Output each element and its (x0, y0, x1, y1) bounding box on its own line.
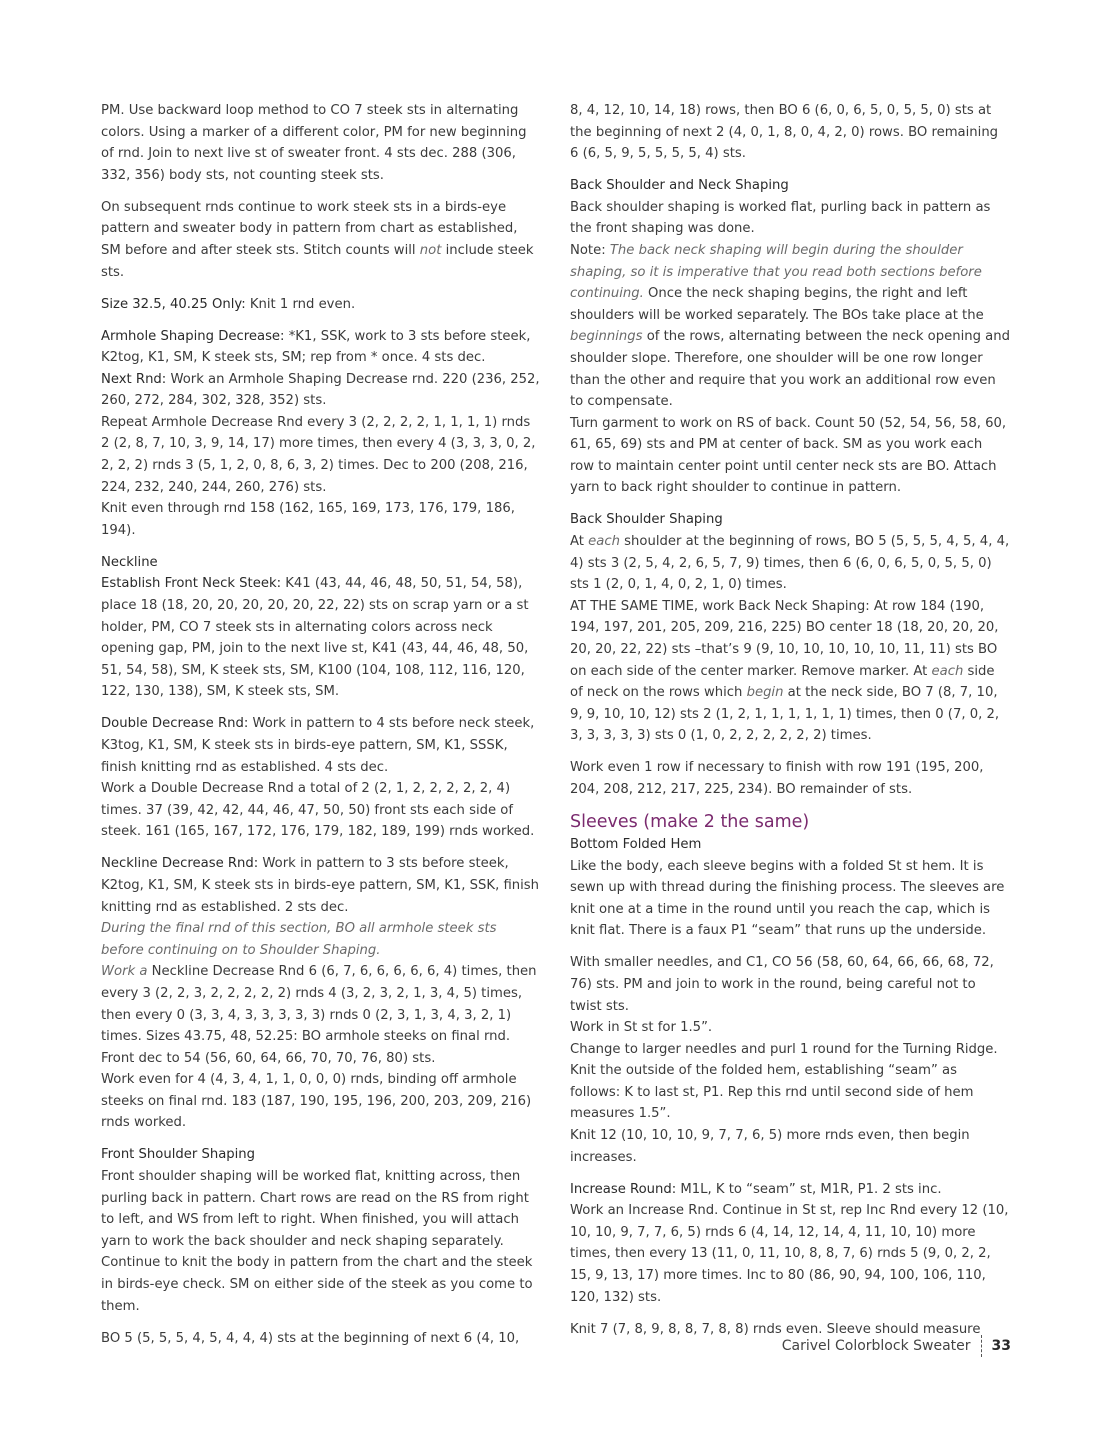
paragraph-line (570, 531, 1010, 596)
inline-label: Establish Front Neck Steek: (101, 576, 282, 592)
page-number: 33 (991, 1338, 1011, 1354)
paragraph (570, 834, 1010, 942)
body-text: At (570, 534, 589, 550)
body-text: On subsequent rnds continue to work steek sts in a birds-eye pattern and sweater body in pattern from chart as established, SM before and after steek sts. Stitch counts will (101, 199, 518, 258)
paragraph (101, 1144, 541, 1317)
paragraph-line (101, 778, 541, 843)
paragraph-line (101, 552, 541, 574)
paragraph-line (101, 294, 541, 316)
paragraph-line (101, 1166, 541, 1317)
body-text: Change to larger needles and purl 1 round for the Turning Ridge. Knit the outside of the folded hem, establishing “seam” as follows: K to last st, P1. Rep this rnd until second side of hem measures 1.5”. (570, 1041, 998, 1122)
body-text: Back shoulder shaping is worked flat, purling back in pattern as the front shaping was done. (570, 199, 991, 237)
footer-title: Carivel Colorblock Sweater (781, 1338, 971, 1354)
body-text: Front shoulder shaping will be worked flat, knitting across, then purling back in pattern. Chart rows are read on the RS from right to left, and WS from left to right. When finished, you will attach yarn to work the back shoulder and neck shaping separately. Continue to knit the body in pattern from the chart and the steek in birds-eye check. SM on either side of the steek as you come to them. (101, 1169, 533, 1314)
paragraph-line (570, 1125, 1010, 1168)
inline-label: Back Shoulder and Neck Shaping (570, 178, 789, 194)
inline-label: Double Decrease Rnd: (101, 716, 249, 732)
body-text: K41 (43, 44, 46, 48, 50, 51, 54, 58), place 18 (18, 20, 20, 20, 20, 20, 22, 22) sts on scrap yarn or a st holder, PM, CO 7 steek sts in alternating colors across neck opening gap, PM, join to the next live st, K41 (43, 44, 46, 48, 50, 51, 54, 58), SM, K steek sts, SM, K100 (104, 108, 112, 116, 120, 122, 130, 138), SM, K steek sts, SM. (101, 576, 529, 700)
left-column (101, 100, 541, 1360)
body-text: Knit 12 (10, 10, 10, 9, 7, 7, 6, 5) more rnds even, then begin increases. (570, 1128, 970, 1165)
paragraph-line (570, 100, 1010, 165)
paragraph (570, 952, 1010, 1168)
paragraph (570, 100, 1010, 165)
italic-text: each (931, 663, 964, 679)
paragraph (570, 175, 1010, 499)
paragraph-line (101, 1328, 541, 1350)
paragraph-line (570, 413, 1010, 499)
right-column (570, 100, 1010, 1351)
body-text: Work a Double Decrease Rnd a total of 2 (2, 1, 2, 2, 2, 2, 2, 4) times. 37 (39, 42, 42, 44, 46, 47, 50, 50) front sts each side of steek. 161 (165, 167, 172, 176, 179, 182, 189, 199) rnds worked. (101, 781, 535, 840)
body-text: shoulder at the beginning of rows, BO 5 (5, 5, 5, 4, 5, 4, 4, 4) sts 3 (2, 5, 4, 2, 6, 5, 7, 9) times, then 6 (6, 0, 6, 5, 0, 5, 5, 0) sts 1 (2, 0, 1, 4, 0, 2, 1, 0) times. (570, 534, 1010, 593)
inline-label: Back Shoulder Shaping (570, 512, 723, 528)
paragraph-line (570, 1017, 1010, 1039)
body-text: Like the body, each sleeve begins with a folded St st hem. It is sewn up with thread during the finishing process. The sleeves are knit one at a time in the round until you reach the cap, which is knit flat. There is a faux P1 “seam” that runs up the underside. (570, 858, 1005, 939)
body-text: Once the neck shaping begins, the right and left shoulders will be worked separately. The BOs take place at the (570, 286, 984, 323)
body-text: Neckline Decrease Rnd 6 (6, 7, 6, 6, 6, 6, 6, 4) times, then every 3 (2, 2, 3, 2, 2, 2, 2, 2) rnds 4 (3, 2, 3, 2, 1, 3, 4, 5) times, then every 0 (3, 3, 4, 3, 3, 3, 3, 3) rnds 0 (2, 3, 1, 3, 4, 3, 2, 1) times. Sizes 43.75, 48, 52.25: BO armhole steeks on final rnd. Front dec to 54 (56, 60, 64, 66, 70, 70, 76, 80) sts. (101, 964, 537, 1066)
paragraph (101, 853, 541, 1134)
paragraph-line (101, 369, 541, 412)
paragraph-line (101, 918, 541, 961)
paragraph-line (101, 412, 541, 498)
paragraph (101, 100, 541, 186)
paragraph-line (101, 197, 541, 283)
body-text: Work even 1 row if necessary to finish with row 191 (195, 200, 204, 208, 212, 217, 225, 234). BO remainder of sts. (570, 760, 984, 797)
body-text: Work in St st for 1.5”. (570, 1020, 713, 1036)
italic-text: During the final rnd of this section, BO all armhole steek sts before continuing on to Shoulder Shaping. (101, 921, 497, 958)
italic-text: each (588, 534, 620, 550)
footer-divider (981, 1335, 982, 1357)
paragraph-line (570, 175, 1010, 197)
section-heading: Sleeves (make 2 the same) (570, 811, 810, 832)
inline-label: Neckline Decrease Rnd: (101, 856, 259, 872)
paragraph (101, 294, 541, 316)
paragraph-line (570, 856, 1010, 942)
body-text: Work in pattern to 3 sts before steek, K2tog, K1, SM, K steek sts in birds-eye pattern, SM, K1, SSK, finish knitting rnd as established. 2 sts dec. (101, 856, 540, 915)
inline-label: Increase Round: (570, 1181, 677, 1197)
body-text: Work in pattern to 4 sts before neck steek, K3tog, K1, SM, K steek sts in birds-eye pattern, SM, K1, SSSK, finish knitting rnd as established. 4 sts dec. (101, 716, 535, 775)
body-text: PM. Use backward loop method to CO 7 steek sts in alternating colors. Using a marker of a different color, PM for new beginning of rnd. Join to next live st of sweater front. 4 sts dec. 288 (306, 332, 356) body sts, not counting steek sts. (101, 103, 527, 183)
inline-label: Front Shoulder Shaping (101, 1147, 256, 1163)
paragraph-line (570, 834, 1010, 856)
inline-label: Size 32.5, 40.25 Only: (101, 296, 246, 312)
paragraph-line (570, 1039, 1010, 1125)
paragraph-line (101, 498, 541, 541)
inline-label: Bottom Folded Hem (570, 836, 702, 852)
body-text: Work an Increase Rnd. Continue in St st, rep Inc Rnd every 12 (10, 10, 10, 9, 7, 7, 6, 5) rnds 6 (4, 14, 12, 14, 4, 11, 10, 10) more times, then every 13 (11, 0, 11, 10, 8, 8, 7, 6) rnds 5 (9, 0, 2, 2, 15, 9, 13, 17) more times. Inc to 80 (86, 90, 94, 100, 106, 110, 120, 132) sts. (570, 1203, 1009, 1305)
body-text: BO 5 (5, 5, 5, 4, 5, 4, 4, 4) sts at the beginning of next 6 (4, 10, (101, 1330, 520, 1346)
paragraph (101, 713, 541, 843)
body-text: Work an Armhole Shaping Decrease rnd. 220 (236, 252, 260, 272, 284, 302, 328, 352) sts. (101, 371, 540, 409)
body-text: Work even for 4 (4, 3, 4, 1, 1, 0, 0, 0) rnds, binding off armhole steeks on final rnd. 183 (187, 190, 195, 196, 200, 203, 209, 216) rnds worked. (101, 1072, 532, 1131)
body-text: AT THE SAME TIME, work Back Neck Shaping: At row 184 (190, 194, 197, 201, 205, 209, 216, 225) BO center 18 (18, 20, 20, 20, 20, 20, 22, 22) sts –that’s 9 (9, 10, 10, 10, 10, 10, 11, 11) sts BO on each side of the center marker. Remove marker. At (570, 598, 999, 679)
paragraph-line (101, 713, 541, 778)
paragraph-line (570, 757, 1010, 800)
paragraph (101, 197, 541, 283)
paragraph (101, 326, 541, 542)
paragraph (570, 757, 1010, 800)
body-text: Knit even through rnd 158 (162, 165, 169, 173, 176, 179, 186, 194). (101, 501, 515, 538)
italic-text: begin (746, 685, 784, 701)
paragraph-line (570, 1179, 1010, 1201)
paragraph (570, 1179, 1010, 1309)
paragraph-line (101, 961, 541, 1069)
paragraph-line (570, 596, 1010, 747)
body-text: at the neck side, BO 7 (8, 7, 10, 9, 9, 10, 10, 12) sts 2 (1, 2, 1, 1, 1, 1, 1, 1) times, then 0 (7, 0, 2, 3, 3, 3, 3, 3) sts 0 (1, 0, 2, 2, 2, 2, 2, 2) times. (570, 685, 1000, 744)
body-text: With smaller needles, and C1, CO 56 (58, 60, 64, 66, 66, 68, 72, 76) sts. PM and join to work in the round, being careful not to twist sts. (570, 955, 994, 1014)
body-text: Knit 7 (7, 8, 9, 8, 8, 7, 8, 8) rnds even. Sleeve should measure (570, 1321, 981, 1337)
page-footer (782, 1335, 1011, 1357)
paragraph-line (101, 326, 541, 369)
body-text: *K1, SSK, work to 3 sts before steek, K2tog, K1, SM, K steek sts, SM; rep from * once. 4 sts dec. (101, 328, 531, 366)
paragraph (101, 1328, 541, 1350)
paragraph (101, 552, 541, 703)
inline-label: Armhole Shaping Decrease: (101, 328, 285, 344)
body-text: M1L, K to “seam” st, M1R, P1. 2 sts inc. (676, 1181, 942, 1197)
paragraph-line (570, 240, 1010, 413)
italic-text: beginnings (570, 329, 643, 345)
paragraph-line (101, 100, 541, 186)
body-text: of the rows, alternating between the neck opening and shoulder slope. Therefore, one shoulder will be one row longer than the other and require that you work an additional row even to compensate. (570, 329, 1010, 410)
inline-label: Next Rnd: (101, 371, 167, 387)
italic-text: The back neck shaping will begin during the shoulder shaping, so it is imperative that you read both sections before continuing. (570, 242, 982, 302)
paragraph-line (101, 1144, 541, 1166)
body-text: Note: (570, 242, 610, 258)
body-text: Repeat Armhole Decrease Rnd every 3 (2, 2, 2, 2, 1, 1, 1, 1) rnds 2 (2, 8, 7, 10, 3, 9, 14, 17) more times, then every 4 (3, 3, 3, 0, 2, 2, 2, 2) rnds 3 (5, 1, 2, 0, 8, 6, 3, 2) times. Dec to 200 (208, 216, 224, 232, 240, 244, 260, 276) sts. (101, 414, 536, 495)
paragraph-line (570, 952, 1010, 1017)
paragraph-line (101, 1069, 541, 1134)
body-text: side of neck on the rows which (570, 663, 995, 701)
body-text: include steek sts. (101, 242, 534, 280)
paragraph (570, 509, 1010, 747)
body-text: Knit 1 rnd even. (245, 296, 356, 312)
paragraph-line (570, 197, 1010, 240)
italic-text: not (419, 242, 442, 258)
paragraph-line (570, 1200, 1010, 1308)
body-text: Turn garment to work on RS of back. Count 50 (52, 54, 56, 58, 60, 61, 65, 69) sts and PM at center of back. SM as you work each row to maintain center point until center neck sts are BO. Attach yarn to back right shoulder to continue in pattern. (570, 415, 1007, 496)
inline-label: Neckline (101, 554, 158, 570)
paragraph-line (101, 853, 541, 918)
italic-text: Work a (101, 964, 148, 980)
paragraph-line (101, 573, 541, 703)
body-text: 8, 4, 12, 10, 14, 18) rows, then BO 6 (6, 0, 6, 5, 0, 5, 5, 0) sts at the beginning of next 2 (4, 0, 1, 8, 0, 4, 2, 0) rows. BO remaining 6 (6, 5, 9, 5, 5, 5, 5, 4) sts. (570, 103, 999, 162)
paragraph-line (570, 509, 1010, 531)
